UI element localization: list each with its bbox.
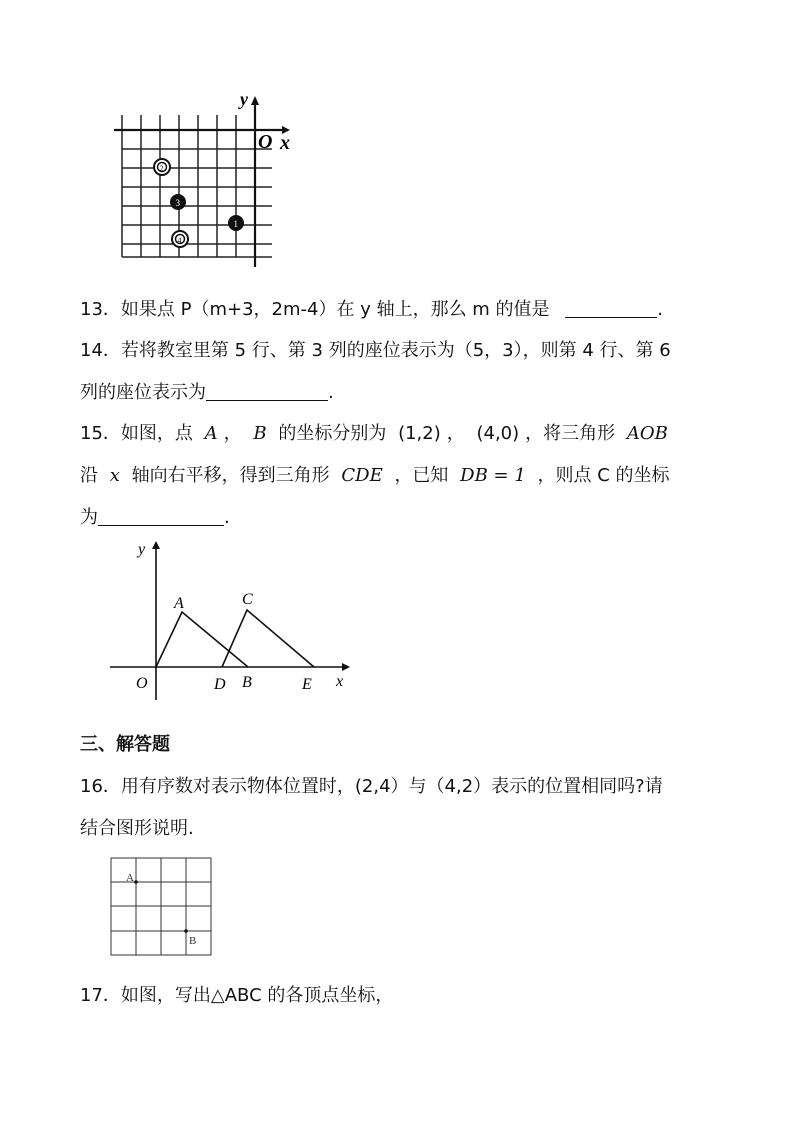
question-15-line-1: 15．如图，点 A ， B 的坐标分别为 (1,2) ， (4,0) ，将三角形 AOB xyxy=(80,423,668,444)
question-16-line-2: 结合图形说明. xyxy=(80,818,194,839)
triangle-aob: AOB xyxy=(626,423,668,444)
piece-4 xyxy=(172,231,188,247)
figure-small-grid xyxy=(108,855,214,959)
db-equals-1: DB = 1 xyxy=(460,465,526,486)
grid-point-b-label: B xyxy=(189,935,197,947)
question-13-text: 13．如果点 P（m+3，2m-4）在 y 轴上，那么 m 的值是 xyxy=(80,299,550,320)
axis-y-label: y xyxy=(240,89,248,109)
point-d-label: D xyxy=(214,676,226,693)
svg-text:3: 3 xyxy=(175,198,180,208)
figure-triangles xyxy=(100,535,370,705)
question-13: 13．如果点 P（m+3，2m-4）在 y 轴上，那么 m 的值是 . xyxy=(80,299,664,320)
answer-blank-15[interactable] xyxy=(98,507,224,526)
point-b-label: B xyxy=(242,674,252,691)
question-17: 17．如图，写出△ABC 的各顶点坐标， xyxy=(80,985,394,1006)
axis-x-label-2: x xyxy=(336,673,344,690)
origin-label: O xyxy=(258,131,273,153)
question-15-line-3: 为 . xyxy=(80,507,230,528)
axis-y-label-2: y xyxy=(138,541,146,558)
svg-text:2: 2 xyxy=(159,164,164,173)
coord-b: (4,0) xyxy=(476,423,520,444)
grid-point-a-label: A xyxy=(126,872,134,884)
point-a-symbol: A xyxy=(204,423,218,444)
point-b-symbol: B xyxy=(253,423,267,444)
piece-2 xyxy=(154,159,170,175)
origin-label-2: O xyxy=(136,675,148,692)
piece-3 xyxy=(170,194,186,210)
coord-a: (1,2) xyxy=(398,423,441,444)
question-14-line-2: 列的座位表示为 . xyxy=(80,382,334,403)
figure-grid-pieces xyxy=(100,85,310,275)
axis-x-label: x xyxy=(280,132,290,154)
question-16-line-1: 16．用有序数对表示物体位置时，(2,4）与（4,2）表示的位置相同吗?请 xyxy=(80,776,663,797)
section-heading: 三、解答题 xyxy=(80,734,170,755)
svg-text:1: 1 xyxy=(233,219,238,229)
triangle-cde: CDE xyxy=(341,465,383,486)
question-14-line-1: 14．若将教室里第 5 行、第 3 列的座位表示为（5，3），则第 4 行、第 6 xyxy=(80,340,671,361)
point-c-label: C xyxy=(242,591,253,608)
point-e-label: E xyxy=(302,676,312,693)
piece-1 xyxy=(228,215,244,231)
point-a-label: A xyxy=(174,595,184,612)
answer-blank-13[interactable] xyxy=(565,299,657,318)
answer-blank-14[interactable] xyxy=(206,382,328,401)
question-15-line-2: 沿 x 轴向右平移，得到三角形 CDE ，已知 DB = 1 ，则点 C 的坐标 xyxy=(80,465,670,486)
svg-text:4: 4 xyxy=(177,236,182,245)
